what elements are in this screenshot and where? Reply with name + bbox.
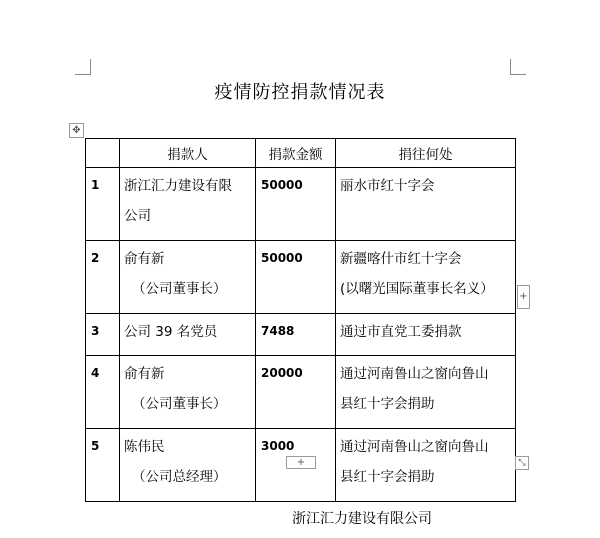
add-column-plus-icon[interactable]: + — [517, 285, 530, 309]
table-row — [86, 356, 516, 429]
add-row-plus-icon[interactable]: + — [286, 456, 316, 469]
donation-table — [85, 138, 516, 502]
company-signature: 浙江汇力建设有限公司 — [292, 511, 432, 527]
amount-cell: 50000 — [256, 241, 336, 314]
table-resize-icon[interactable]: ⤡ — [515, 456, 529, 470]
destination-line: 通过河南鲁山之窗向鲁山 — [340, 366, 489, 382]
row-number: 3 — [86, 314, 120, 356]
destination-cell — [336, 241, 516, 314]
donor-cell — [120, 356, 256, 429]
donor-note: （公司董事长） — [132, 281, 227, 297]
donor-cell — [120, 314, 256, 356]
destination-cell — [336, 356, 516, 429]
row-number: 4 — [86, 356, 120, 429]
row-number: 1 — [86, 168, 120, 241]
destination-line-2: (以曙光国际董事长名义） — [340, 281, 494, 297]
table-row — [86, 241, 516, 314]
donor-note: （公司总经理） — [132, 469, 227, 485]
header-destination: 捐往何处 — [336, 139, 516, 168]
header-no — [86, 139, 120, 168]
table-row — [86, 314, 516, 356]
page-corner-mark-left — [75, 59, 91, 75]
donor-name: 公司 39 名党员 — [124, 324, 218, 340]
destination-line: 通过市直党工委捐款 — [340, 324, 462, 340]
table-move-handle-icon[interactable]: ✥ — [69, 123, 84, 138]
donor-name: 俞有新 — [124, 366, 165, 382]
row-number: 5 — [86, 429, 120, 502]
header-amount: 捐款金额 — [256, 139, 336, 168]
document-title: 疫情防控捐款情况表 — [214, 82, 386, 103]
donor-cell — [120, 168, 256, 241]
amount-cell: 3000 — [256, 429, 336, 502]
destination-line: 新疆喀什市红十字会 — [340, 251, 462, 267]
destination-line: 丽水市红十字会 — [340, 178, 435, 194]
destination-line-2: 县红十字会捐助 — [340, 396, 435, 412]
header-donor: 捐款人 — [120, 139, 256, 168]
amount-cell: 20000 — [256, 356, 336, 429]
destination-line-2: 县红十字会捐助 — [340, 469, 435, 485]
page-corner-mark-right — [510, 59, 526, 75]
table-row — [86, 168, 516, 241]
amount-cell: 50000 — [256, 168, 336, 241]
destination-cell — [336, 168, 516, 241]
donor-note: （公司董事长） — [132, 396, 227, 412]
destination-line: 通过河南鲁山之窗向鲁山 — [340, 439, 489, 455]
donor-name: 俞有新 — [124, 251, 165, 267]
amount-cell: 7488 — [256, 314, 336, 356]
destination-cell — [336, 429, 516, 502]
donor-cell — [120, 241, 256, 314]
donor-name: 陈伟民 — [124, 439, 165, 455]
donor-cell — [120, 429, 256, 502]
donor-name: 浙江汇力建设有限 — [124, 178, 232, 194]
row-number: 2 — [86, 241, 120, 314]
donor-note: 公司 — [124, 208, 151, 224]
destination-cell — [336, 314, 516, 356]
table-header-row — [86, 139, 516, 168]
